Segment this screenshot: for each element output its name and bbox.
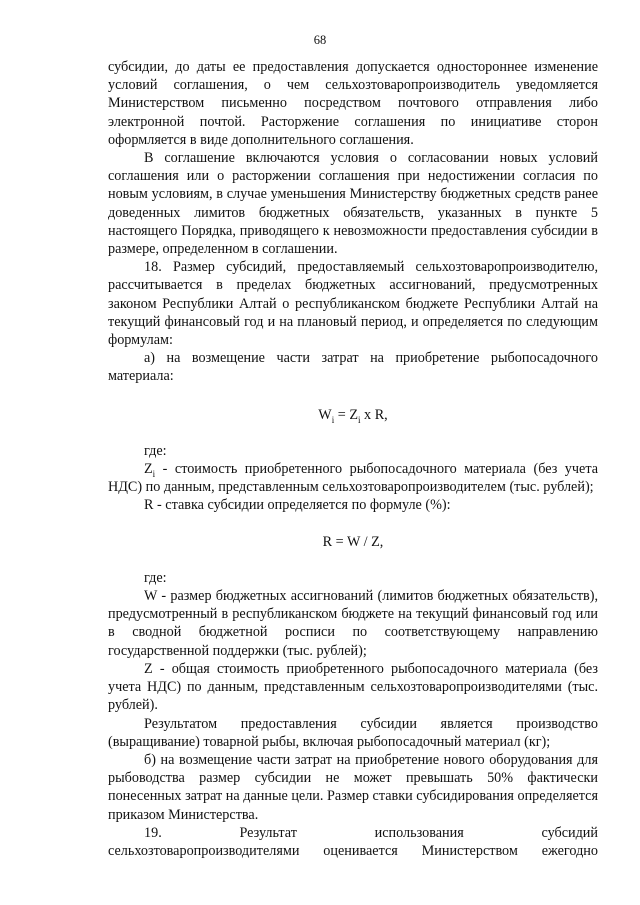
formula-wi <box>108 406 598 424</box>
paragraph-19-tail: сельхозтоваропроизводителями оценивается Министерством ежегодно <box>108 842 598 859</box>
definition-r: R - ставка субсидии определяется по формуле (%): <box>144 497 451 514</box>
paragraph-item-a: а) на возмещение части затрат на приобретение рыбопосадочного материала: <box>108 350 598 385</box>
formula-wi-eq-z: = Z <box>334 406 358 423</box>
formula-wi-w: W <box>318 406 332 423</box>
paragraph-agreement-conditions: В соглашение включаются условия о согласовании новых условий соглашения или о расторжении соглашения при недостижении согласия по новым условиям, в случае уменьшения Министерству бюджетных средств ранее доведенных лимитов бюджетных обязательств, указанных в пункте 5 настоящего Порядка, приводящего к невозможности предоставления субсидии в размере, определенном в соглашении. <box>108 150 598 258</box>
definition-z: Z - общая стоимость приобретенного рыбопосадочного материала (без учета НДС) по данным, представленным сельхозтоваропроизводителями (тыс. рублей). <box>108 660 598 714</box>
paragraph-18-subsidy-size: 18. Размер субсидий, предоставляемый сельхозтоваропроизводителю, рассчитывается в пределах бюджетных ассигнований, предусмотренных законом Республики Алтай о республиканском бюджете Республики Алтай на текущий финансовый год и на плановый период, и определяется по следующим формулам: <box>108 259 598 349</box>
definition-zi-text: - стоимость приобретенного рыбопосадочного материала (без учета НДС) по данным, представленным сельхозтоваропроизводителем (тыс. рублей); <box>108 461 598 496</box>
page-number: 68 <box>313 33 327 47</box>
formula-r: R = W / Z, <box>322 533 384 550</box>
definition-zi <box>108 460 598 496</box>
formula-wi-rest: x R, <box>360 406 388 423</box>
paragraph-agreement-changes: субсидии, до даты ее предоставления допускается одностороннее изменение условий соглашения, о чем сельхозтоваропроизводитель уведомляется Министерством письменно посредством почтового отправления либо электронной почтой. Расторжение соглашения по инициативе сторон оформляется в виде дополнительного соглашения. <box>108 59 598 148</box>
where-label-2: где: <box>144 569 167 586</box>
symbol-z-subscript: i <box>152 468 156 479</box>
paragraph-item-b: б) на возмещение части затрат на приобретение нового оборудования для рыбоводства размер субсидии не может превышать 50% фактически понесенных затрат на данные цели. Размер ставки субсидирования определяется приказом Министерства. <box>108 751 598 823</box>
paragraph-19-head: 19. Результат использования субсидий <box>144 824 598 841</box>
definition-w: W - размер бюджетных ассигнований (лимитов бюджетных обязательств), предусмотренный в республиканском бюджете на текущий финансовый год или в сводной бюджетной росписи по соответствующему направлению государственной поддержки (тыс. рублей); <box>108 588 598 659</box>
page-body <box>108 58 598 860</box>
symbol-z: Z <box>144 461 153 478</box>
formula-wi-z-subscript: i <box>357 414 361 425</box>
formula-wi-w-subscript: i <box>331 414 335 425</box>
where-label-1: где: <box>144 442 167 459</box>
paragraph-result: Результатом предоставления субсидии является производство (выращивание) товарной рыбы, включая рыбопосадочный материал (кг); <box>108 715 598 750</box>
